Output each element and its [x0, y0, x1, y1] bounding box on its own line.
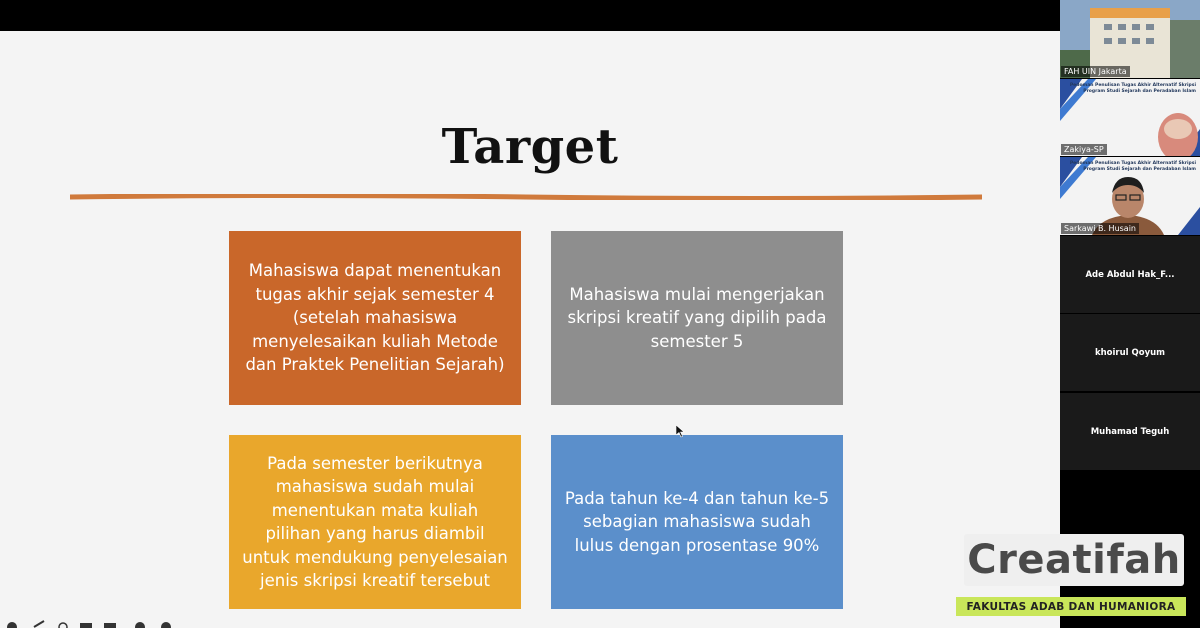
participant-name: Muhamad Teguh: [1090, 426, 1170, 437]
participant-name: Sarkawi B. Husain: [1061, 223, 1139, 234]
participant-name: FAH UIN Jakarta: [1061, 66, 1130, 77]
target-box-3-text: Pada semester berikutnya mahasiswa sudah mulai menentukan mata kuliah pilihan yang harus diambil untuk mendukung penyelesaian jenis skripsi kreatif tersebut: [242, 453, 508, 590]
creatifah-logo: [964, 534, 1184, 586]
participant-name: khoirul Qoyum: [1094, 347, 1166, 358]
participant-tile-5[interactable]: [1060, 314, 1200, 391]
participant-tile-6[interactable]: [1060, 393, 1200, 470]
participant-tile-2[interactable]: [1060, 79, 1200, 156]
participant-tile-4[interactable]: [1060, 236, 1200, 313]
target-box-2: [551, 231, 843, 405]
slide-title: Target: [441, 119, 619, 175]
target-box-1: [229, 231, 521, 405]
eraser-icon: [104, 623, 116, 628]
logo-text: Creatifah: [967, 537, 1181, 583]
participant-tile-1[interactable]: [1060, 0, 1200, 78]
text-icon: [80, 623, 92, 628]
redo-icon: [161, 622, 171, 628]
shape-icon: [59, 623, 67, 628]
slide-header-text: Pedoman Penulisan Tugas Akhir Alternatif Skripsi Program Studi Sejarah dan Peradaban Islam: [1069, 161, 1196, 172]
target-box-2-text: Mahasiswa mulai mengerjakan skripsi kreatif yang dipilih pada semester 5: [567, 284, 827, 351]
mouse-cursor-icon: [676, 425, 685, 438]
participant-name: Ade Abdul Hak_F...: [1085, 269, 1175, 280]
target-box-3: [229, 435, 521, 609]
target-box-4: [551, 435, 843, 609]
shared-screen: [0, 31, 1060, 628]
title-underline: [70, 194, 982, 200]
undo-icon: [135, 622, 145, 628]
faculty-text: FAKULTAS ADAB DAN HUMANIORA: [966, 600, 1176, 613]
participant-tile-3[interactable]: [1060, 157, 1200, 235]
faculty-banner: [956, 597, 1186, 616]
annotation-toolbar[interactable]: [0, 618, 180, 628]
target-box-1-text: Mahasiswa dapat menentukan tugas akhir sejak semester 4 (setelah mahasiswa menyelesaikan kuliah Metode dan Praktek Penelitian Sejarah): [245, 261, 505, 375]
slide-header-text: Pedoman Penulisan Tugas Akhir Alternatif Skripsi Program Studi Sejarah dan Peradaban Islam: [1069, 83, 1196, 94]
participant-name: Zakiya-SP: [1061, 144, 1107, 155]
toolbar-tool-icon: [7, 622, 17, 628]
target-box-4-text: Pada tahun ke-4 dan tahun ke-5 sebagian mahasiswa sudah lulus dengan prosentase 90%: [564, 488, 830, 555]
pen-icon: [34, 621, 44, 627]
